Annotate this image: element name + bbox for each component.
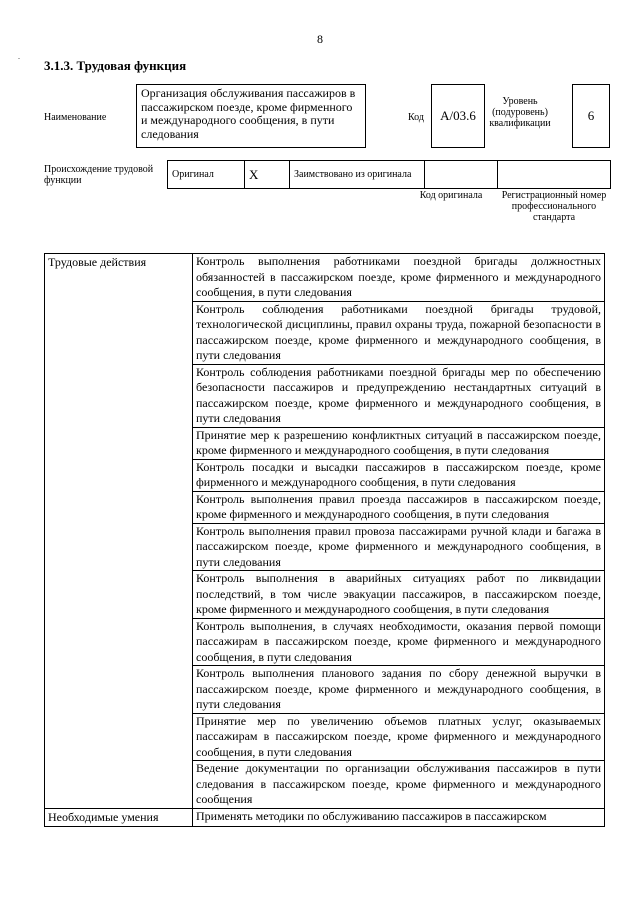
page-number: 8 [317,32,323,46]
row-text: Контроль соблюдения работниками поездной бригады трудовой, технологической дисциплины, правил охраны труда, пожарной безопасности в пассажирском поезде, кроме фирменного и международного сообщения, в пути следования [193,301,605,364]
table-row [45,808,605,827]
row-text: Ведение документации по организации обслуживания пассажиров в пути следования в пассажирском поезде, кроме фирменного и международного сообщения [193,761,605,809]
caption-code: Код оригинала [419,190,483,201]
level-value-box: 6 [572,84,610,148]
origin-table [167,160,611,189]
row-text: Контроль выполнения правил проезда пассажиров в пассажирском поезде, кроме фирменного и международного сообщения, в пути следования [193,491,605,523]
code-value-box: А/03.6 [431,84,485,148]
scan-dot: . [18,52,20,61]
row-text: Контроль выполнения работниками поездной бригады должностных обязанностей в пассажирском поезде, кроме фирменного и международного сообщения, в пути следования [193,254,605,302]
caption-reg: Регистрационный номер профессионального стандарта [501,190,607,223]
table-row [45,254,605,302]
row-text: Принятие мер по увеличению объемов платных услуг, оказываемых пассажирам в пассажирском поезде, кроме фирменного и международного сообщения, в пути следования [193,713,605,761]
original-label: Оригинал [168,161,245,189]
row-text: Контроль выполнения правил провоза пассажирами ручной клади и багажа в пассажирском поезде, кроме фирменного и международного сообщения, в пути следования [193,523,605,571]
origin-code-cell [425,161,498,189]
origin-reg-cell [498,161,611,189]
row-category-label: Трудовые действия [45,254,193,809]
row-text: Контроль выполнения в аварийных ситуациях работ по ликвидации последствий, в том числе эвакуации пассажиров, в пассажирском поезде, кроме фирменного и международного сообщения, в пути следования [193,571,605,619]
row-text: Принятие мер к разрешению конфликтных ситуаций в пассажирском поезде, кроме фирменного и международного сообщения, в пути следования [193,427,605,459]
labor-actions-table [44,253,605,827]
row-text: Применять методики по обслуживанию пассажиров в пассажирском [193,808,605,827]
code-label: Код [408,112,424,123]
name-label: Наименование [44,112,107,123]
row-text: Контроль выполнения планового задания по сбору денежной выручки в пассажирском поезде, кроме фирменного и международного сообщения, в пути следования [193,666,605,714]
row-text: Контроль соблюдения работниками поездной бригады мер по обеспечению безопасности пассажиров и предупреждению нестандартных ситуаций в пассажирском поезде, кроме фирменного и международного сообщения, в пути следования [193,364,605,427]
row-text: Контроль выполнения, в случаях необходимости, оказания первой помощи пассажирам в пассажирском поезде, кроме фирменного и международного сообщения, в пути следования [193,618,605,666]
row-category-label: Необходимые умения [45,808,193,827]
function-name-box: Организация обслуживания пассажиров в пассажирском поезде, кроме фирменного и международного сообщения, в пути следования [136,84,366,148]
row-text: Контроль посадки и высадки пассажиров в пассажирском поезде, кроме фирменного и международного сообщения, в пути следования [193,459,605,491]
level-label: Уровень (подуровень) квалификации [489,96,551,129]
original-mark: X [245,161,290,189]
origin-label: Происхождение трудовой функции [44,164,154,186]
borrowed-label: Заимствовано из оригинала [290,161,425,189]
section-title: 3.1.3. Трудовая функция [44,58,187,73]
